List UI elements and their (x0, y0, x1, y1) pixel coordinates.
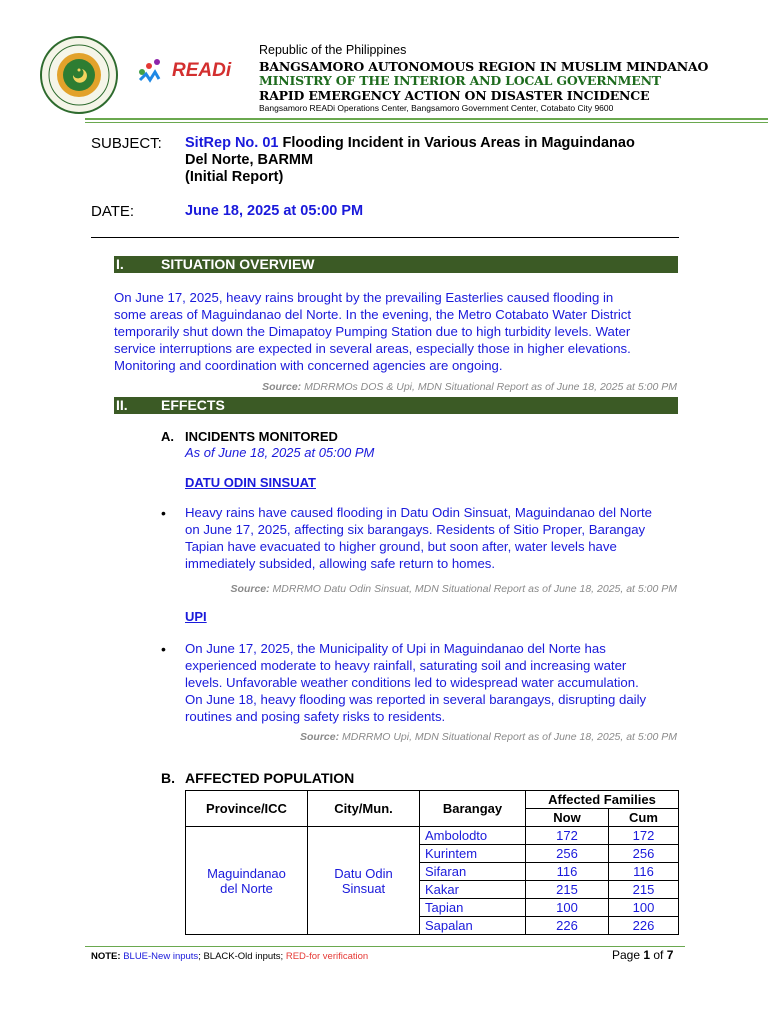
page-mid: of (650, 948, 667, 962)
cum-cell: 100 (609, 899, 679, 917)
cum-cell: 116 (609, 863, 679, 881)
text-line: experienced moderate to heavy rainfall, saturating soil and increasing water (185, 658, 627, 673)
header-rule-thin (85, 122, 768, 123)
section-title: EFFECTS (161, 397, 225, 413)
barangay-cell: Kakar (420, 881, 526, 899)
footer-rule (85, 946, 685, 947)
city-cell (308, 827, 420, 935)
header-cum: Cum (609, 809, 679, 827)
seal-logo (40, 36, 118, 114)
bullet: • (161, 641, 166, 657)
now-cell: 226 (526, 917, 609, 935)
footer-note (91, 951, 368, 962)
city-name: Datu Odin Sinsuat (334, 865, 393, 896)
upi-paragraph (185, 640, 677, 725)
text-line: immediately subsided, allowing safe return to homes. (185, 556, 496, 571)
text-line: levels. Unfavorable weather conditions led to widespread water accumulation. (185, 675, 639, 690)
source-label: Source: (230, 583, 270, 595)
location-heading-datu-odin-sinsuat: DATU ODIN SINSUAT (185, 475, 316, 490)
subsection-b-title: AFFECTED POPULATION (185, 770, 355, 786)
cum-cell: 172 (609, 827, 679, 845)
header-affected-families: Affected Families (526, 791, 679, 809)
header-ministry: MINISTRY OF THE INTERIOR AND LOCAL GOVERNMENT (259, 73, 661, 88)
text-line: some areas of Maguindanao del Norte. In the evening, the Metro Cotabato Water District (114, 307, 632, 322)
barangay-cell: Kurintem (420, 845, 526, 863)
date-value: June 18, 2025 at 05:00 PM (185, 203, 364, 219)
source-text: MDRRMO Upi, MDN Situational Report as of June 18, 2025, at 5:00 PM (342, 731, 677, 743)
text-line: On June 17, 2025, heavy rains brought by the prevailing Easterlies caused flooding in (114, 290, 614, 305)
province-name: Maguindanao del Norte (207, 865, 286, 896)
section-number: I. (116, 256, 124, 272)
subsection-b-label: B. (161, 770, 175, 786)
text-line: On June 18, heavy flooding was reported in several barangays, disrupting daily (185, 692, 647, 707)
page-number (612, 948, 673, 962)
subject-text (185, 135, 685, 186)
bullet: • (161, 505, 166, 521)
barangay-cell: Tapian (420, 899, 526, 917)
text-line: temporarily shut down the Dimapatoy Pumping Station due to high turbidity levels. Water (114, 324, 631, 339)
subject-title-line3: (Initial Report) (185, 169, 284, 185)
page-prefix: Page (612, 948, 644, 962)
cum-cell: 256 (609, 845, 679, 863)
subject-title-line1: Flooding Incident in Various Areas in Maguindanao (282, 135, 635, 151)
readi-logo-text: READi (172, 60, 232, 81)
situation-paragraph (114, 289, 678, 374)
text-line: Monitoring and coordination with concerned agencies are ongoing. (114, 358, 503, 373)
page-total: 7 (666, 948, 674, 962)
date-label: DATE: (91, 203, 135, 220)
barangay-cell: Sifaran (420, 863, 526, 881)
section-number: II. (116, 397, 128, 413)
affected-population-table (185, 790, 679, 935)
header-now: Now (526, 809, 609, 827)
barangay-cell: Sapalan (420, 917, 526, 935)
datu-odin-sinsuat-source (231, 583, 677, 595)
source-text: MDRRMOs DOS & Upi, MDN Situational Report as of June 18, 2025 at 5:00 PM (304, 381, 677, 393)
now-cell: 116 (526, 863, 609, 881)
upi-source (300, 731, 677, 743)
sitrep-number: SitRep No. 01 (185, 135, 279, 151)
situation-source (262, 381, 677, 393)
now-cell: 100 (526, 899, 609, 917)
cum-cell: 215 (609, 881, 679, 899)
header-rule (85, 118, 768, 120)
header-readi: RAPID EMERGENCY ACTION ON DISASTER INCIDENCE (259, 88, 650, 103)
text-line: Tapian have evacuated to higher ground, but soon after, water levels have (185, 539, 617, 554)
now-cell: 256 (526, 845, 609, 863)
text-line: On June 17, 2025, the Municipality of Upi in Maguindanao del Norte has (185, 641, 606, 656)
text-line: service interruptions are expected in several areas, especially those in higher elevations. (114, 341, 631, 356)
subsection-a-label: A. (161, 429, 174, 444)
header-address: Bangsamoro READi Operations Center, Bangsamoro Government Center, Cotabato City 9600 (259, 103, 614, 113)
cum-cell: 226 (609, 917, 679, 935)
text-line: on June 17, 2025, affecting six barangays. Residents of Sitio Proper, Barangay (185, 522, 646, 537)
note-label: NOTE: (91, 951, 121, 962)
incidents-as-of: As of June 18, 2025 at 05:00 PM (185, 445, 375, 460)
province-cell (186, 827, 308, 935)
now-cell: 215 (526, 881, 609, 899)
section-situation-overview-bar (114, 256, 678, 273)
section-title: SITUATION OVERVIEW (161, 256, 315, 272)
readi-logo (128, 40, 248, 108)
header-city: City/Mun. (308, 791, 420, 827)
subsection-a-title: INCIDENTS MONITORED (185, 429, 338, 444)
note-red: RED-for verification (285, 951, 369, 962)
location-heading-upi: UPI (185, 609, 207, 624)
barangay-cell: Ambolodto (420, 827, 526, 845)
datu-odin-sinsuat-paragraph (185, 504, 677, 572)
subject-label: SUBJECT: (91, 135, 162, 152)
note-blue: BLUE-New inputs (123, 951, 199, 962)
section-effects-bar (114, 397, 678, 414)
text-line: Heavy rains have caused flooding in Datu Odin Sinsuat, Maguindanao del Norte (185, 505, 652, 520)
page-current: 1 (643, 948, 651, 962)
note-black: ; BLACK-Old inputs; (198, 951, 286, 962)
source-label: Source: (262, 381, 302, 393)
subject-title-line2: Del Norte, BARMM (185, 152, 314, 168)
header-barangay: Barangay (420, 791, 526, 827)
source-text: MDRRMO Datu Odin Sinsuat, MDN Situational Report as of June 18, 2025, at 5:00 PM (272, 583, 677, 595)
text-line: routines and posing safety risks to residents. (185, 709, 446, 724)
now-cell: 172 (526, 827, 609, 845)
header-province: Province/ICC (186, 791, 308, 827)
subject-divider (91, 237, 679, 238)
source-label: Source: (300, 731, 340, 743)
header-barmm: BANGSAMORO AUTONOMOUS REGION IN MUSLIM MINDANAO (259, 59, 709, 74)
header-republic: Republic of the Philippines (259, 43, 407, 57)
